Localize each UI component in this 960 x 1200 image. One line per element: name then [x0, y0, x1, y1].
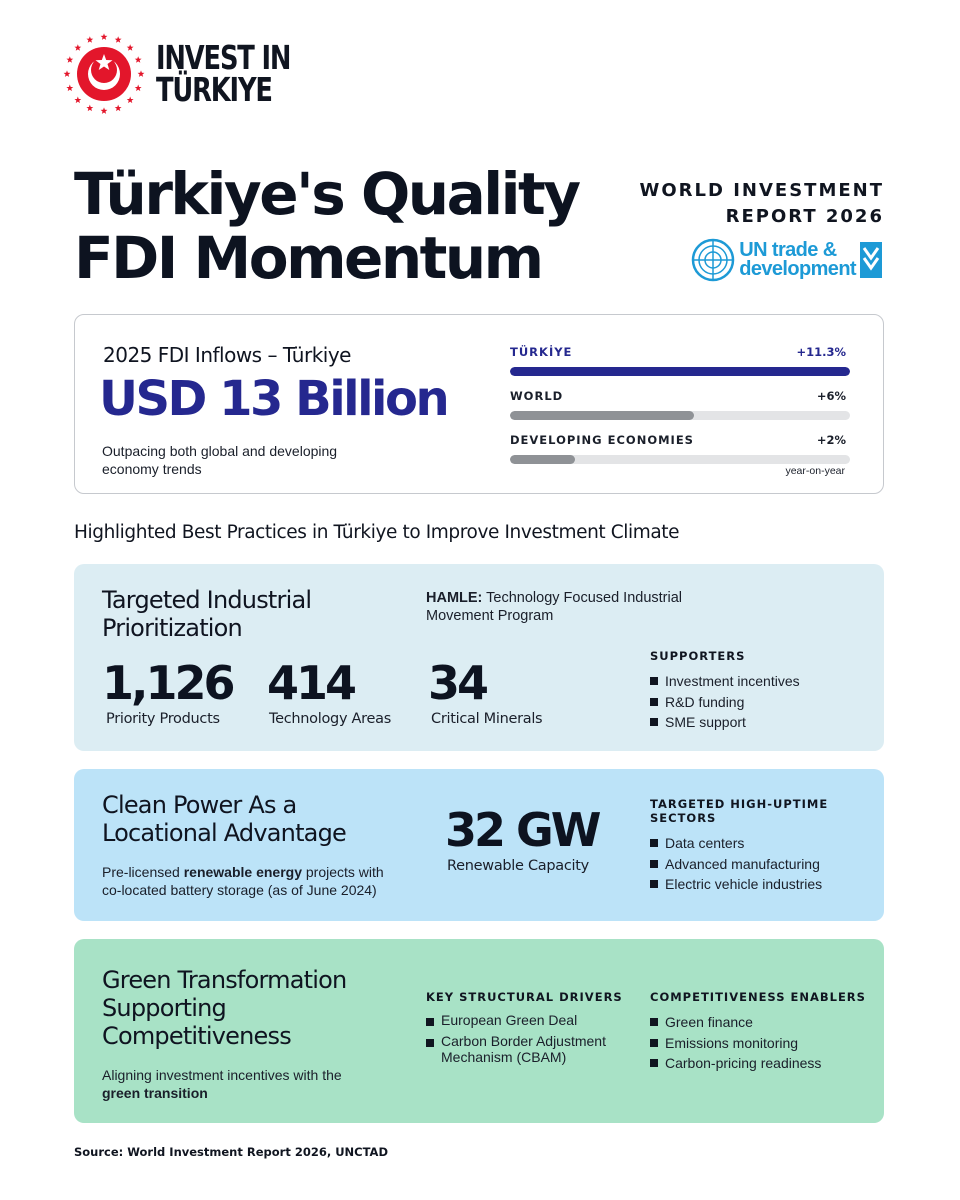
card1-heading-line: Targeted Industrial	[102, 586, 312, 614]
list-item: Carbon-pricing readiness	[650, 1053, 821, 1074]
page-title	[74, 162, 579, 290]
crescent-star-emblem-icon	[62, 32, 146, 116]
invest-in-turkiye-logo	[62, 32, 328, 116]
card-green-transformation	[74, 939, 884, 1123]
stat-value: 1,126	[102, 656, 233, 710]
list-item: SME support	[650, 712, 800, 733]
desc-bold: green transition	[102, 1085, 208, 1101]
card2-heading-line: Locational Advantage	[102, 819, 346, 847]
list-item: European Green Deal	[426, 1012, 626, 1029]
stat-label: Critical Minerals	[431, 711, 543, 727]
capacity-value: 32 GW	[445, 803, 599, 857]
stat-value: 414	[267, 656, 355, 710]
sectors-list	[650, 833, 822, 895]
card-industrial-prioritization	[74, 564, 884, 751]
star-icon	[74, 44, 81, 51]
card3-heading-line: Supporting	[102, 994, 226, 1022]
source-note: Source: World Investment Report 2026, UNCTAD	[74, 1145, 388, 1159]
hamle-description	[426, 589, 726, 625]
list-item: Electric vehicle industries	[650, 874, 822, 895]
list-item: Green finance	[650, 1012, 821, 1033]
sectors-title	[650, 797, 828, 825]
bar-label: WORLD	[510, 389, 564, 403]
report-line-2: REPORT 2026	[725, 206, 884, 227]
green-description	[102, 1066, 352, 1102]
bar-value: +2%	[816, 433, 846, 447]
section-title: Highlighted Best Practices in Türkiye to Improve Investment Climate	[74, 522, 680, 543]
enablers-list	[650, 1012, 821, 1074]
bar-value: +11.3%	[796, 345, 846, 359]
bar-track	[510, 455, 850, 464]
star-icon	[115, 36, 122, 43]
list-item: Emissions monitoring	[650, 1033, 821, 1054]
card2-heading	[102, 791, 346, 847]
list-item: Advanced manufacturing	[650, 854, 822, 875]
sectors-title-line: SECTORS	[650, 811, 717, 825]
star-icon	[66, 56, 73, 63]
star-icon	[127, 44, 134, 51]
card-clean-power	[74, 769, 884, 921]
bar-fill	[510, 411, 694, 420]
growth-bars	[510, 345, 850, 473]
hamle-label: HAMLE:	[426, 590, 483, 606]
star-icon	[135, 56, 142, 63]
report-line-1: WORLD INVESTMENT	[639, 180, 884, 201]
unctad-line-2: development	[739, 258, 856, 280]
star-icon	[66, 85, 73, 92]
clean-power-description	[102, 863, 402, 899]
enablers-title: COMPETITIVENESS ENABLERS	[650, 990, 866, 1004]
star-icon	[86, 36, 93, 43]
drivers-title: KEY STRUCTURAL DRIVERS	[426, 990, 623, 1004]
bar-label: DEVELOPING ECONOMIES	[510, 433, 694, 447]
star-icon	[101, 33, 108, 40]
star-icon	[74, 97, 81, 104]
report-name	[640, 178, 884, 230]
title-line-2: FDI Momentum	[74, 224, 542, 292]
drivers-list	[426, 1012, 626, 1066]
bar-fill	[510, 455, 575, 464]
star-icon	[135, 85, 142, 92]
bar-track	[510, 367, 850, 376]
list-item: R&D funding	[650, 692, 800, 713]
star-icon	[101, 107, 108, 114]
supporters-list	[650, 671, 800, 733]
star-icon	[138, 70, 145, 77]
logo-wordmark	[156, 38, 291, 109]
bars-footnote: year-on-year	[785, 465, 845, 477]
stat-label: Priority Products	[106, 711, 220, 727]
title-line-1: Türkiye's Quality	[74, 160, 579, 228]
hamle-text: Technology Focused Industrial Movement Program	[426, 590, 683, 624]
desc-bold: renewable energy	[183, 864, 302, 880]
stat-label: Technology Areas	[269, 711, 391, 727]
list-item: Carbon Border Adjustment Mechanism (CBAM)	[426, 1033, 626, 1066]
star-icon	[115, 105, 122, 112]
star-icon	[64, 70, 71, 77]
logo-line-2: TÜRKIYE	[156, 70, 272, 109]
un-globe-icon	[691, 238, 735, 282]
unctad-logo	[691, 238, 882, 282]
bar-row	[510, 389, 850, 433]
capacity-label: Renewable Capacity	[447, 858, 589, 874]
bar-value: +6%	[816, 389, 846, 403]
card3-heading-line: Green Transformation	[102, 966, 347, 994]
star-icon	[127, 97, 134, 104]
card2-heading-line: Clean Power As a	[102, 791, 297, 819]
bar-fill	[510, 367, 850, 376]
logo-line-1: INVEST IN	[156, 38, 291, 77]
list-item: Investment incentives	[650, 671, 800, 692]
unctad-wordmark	[739, 241, 856, 279]
stat-value: 34	[428, 656, 487, 710]
star-icon	[86, 105, 93, 112]
fdi-subtitle: 2025 FDI Inflows – Türkiye	[103, 343, 351, 367]
card1-heading	[102, 586, 311, 642]
desc-text: projects with co-located battery storage (as of June 2024)	[102, 864, 384, 898]
supporters-title: SUPPORTERS	[650, 649, 746, 663]
list-item: Data centers	[650, 833, 822, 854]
fdi-summary-box	[74, 314, 884, 494]
unctad-mark-icon	[860, 242, 882, 278]
card1-heading-line: Prioritization	[102, 614, 242, 642]
card3-heading-line: Competitiveness	[102, 1022, 291, 1050]
sectors-title-line: TARGETED HIGH-UPTIME	[650, 797, 829, 811]
unctad-line-1: UN trade &	[739, 239, 837, 261]
card3-heading	[102, 966, 346, 1050]
fdi-description: Outpacing both global and developing economy trends	[102, 443, 338, 477]
bar-track	[510, 411, 850, 420]
desc-text: Pre-licensed	[102, 864, 184, 880]
bar-row	[510, 345, 850, 389]
fdi-amount: USD 13 Billion	[99, 371, 448, 427]
desc-text: Aligning investment incentives with the	[102, 1067, 342, 1083]
bar-label: TÜRKİYE	[510, 345, 573, 359]
